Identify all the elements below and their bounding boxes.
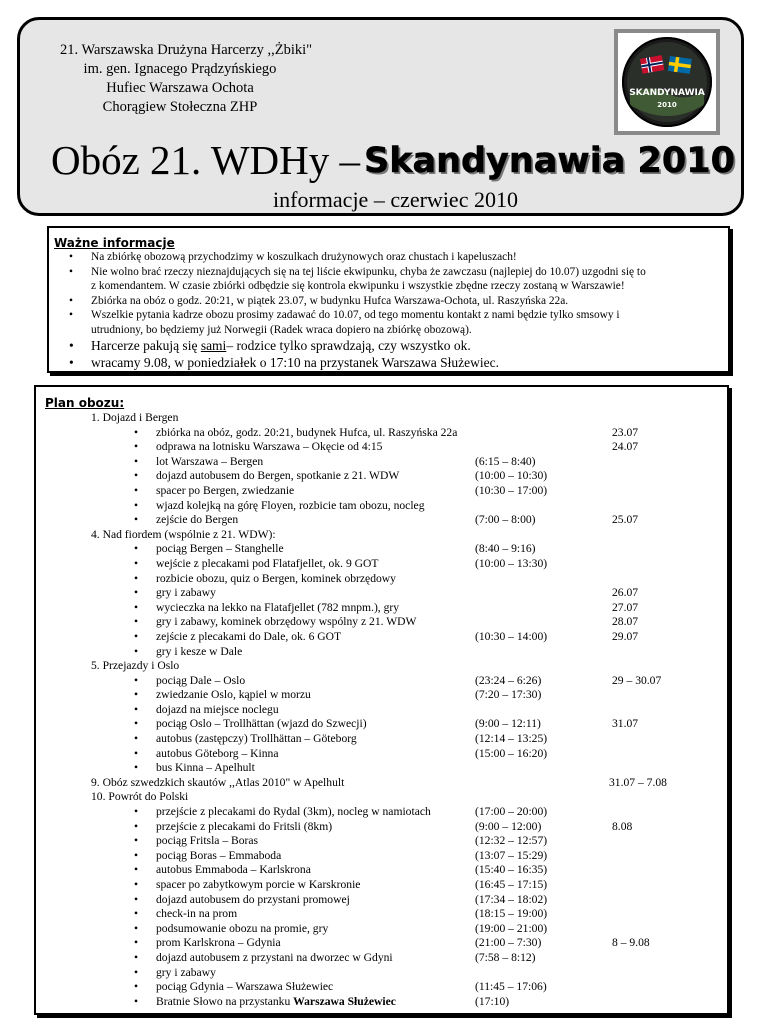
plan-item bbox=[36, 849, 727, 864]
plan-activity-text: pociąg Oslo – Trollhättan (wjazd do Szwecji) bbox=[156, 717, 367, 731]
important-info-box bbox=[47, 226, 730, 373]
plan-activity bbox=[156, 601, 399, 616]
page-title bbox=[51, 136, 735, 184]
plan-time: (12:32 – 12:57) bbox=[475, 834, 548, 848]
header-box bbox=[17, 17, 744, 216]
plan-activity bbox=[156, 572, 396, 587]
bullet-icon: • bbox=[134, 717, 139, 731]
plan-section-title: 4. Nad fiordem (wspólnie z 21. WDW): bbox=[91, 527, 276, 541]
plan-activity bbox=[156, 513, 238, 528]
info-heading: Ważne informacje bbox=[54, 236, 175, 250]
plan-activity-text: pociąg Fritsla – Boras bbox=[156, 834, 259, 848]
plan-time: (7:00 – 8:00) bbox=[475, 513, 536, 527]
plan-item bbox=[36, 455, 727, 470]
title-prefix: Obóz 21. WDHy – bbox=[51, 137, 360, 183]
bullet-icon: • bbox=[134, 600, 139, 614]
plan-item bbox=[36, 834, 727, 849]
plan-time: (19:00 – 21:00) bbox=[475, 921, 548, 935]
bullet-icon: • bbox=[134, 556, 139, 570]
plan-time: (17:34 – 18:02) bbox=[475, 892, 548, 906]
plan-item bbox=[36, 645, 727, 660]
plan-item bbox=[36, 469, 727, 484]
bullet-icon: • bbox=[134, 425, 139, 439]
bullet-icon: • bbox=[134, 615, 139, 629]
info-line: z komendantem. W czasie zbiórki odbędzie się kontrola ekwipunku i wszystkie zbędne rzeczy zostaną w Warszawie! bbox=[91, 280, 625, 292]
plan-list bbox=[36, 411, 727, 1009]
plan-activity-text: spacer po Bergen, zwiedzanie bbox=[156, 483, 295, 497]
plan-time: (15:00 – 16:20) bbox=[475, 746, 548, 760]
org-line: Hufiec Warszawa Ochota bbox=[106, 80, 254, 96]
plan-item bbox=[36, 703, 727, 718]
org-line: im. gen. Ignacego Prądzyńskiego bbox=[83, 61, 277, 77]
bullet-icon: • bbox=[134, 834, 139, 848]
plan-activity-bold: Warszawa Służewiec bbox=[293, 994, 396, 1008]
bullet-icon: • bbox=[134, 629, 139, 643]
bullet-icon: • bbox=[134, 819, 139, 833]
plan-item bbox=[36, 426, 727, 441]
plan-activity bbox=[156, 805, 431, 820]
info-item bbox=[91, 354, 726, 371]
plan-activity-text: gry i zabawy, kominek obrzędowy wspólny z 21. WDW bbox=[156, 615, 417, 629]
plan-section bbox=[36, 659, 727, 674]
plan-activity-text: pociąg Bergen – Stanghelle bbox=[156, 542, 284, 556]
plan-activity-text: pociąg Boras – Emmaboda bbox=[156, 848, 282, 862]
plan-activity-text: wycieczka na lekko na Flatafjellet (782 mnpm.), gry bbox=[156, 600, 400, 614]
plan-activity bbox=[156, 936, 281, 951]
plan-activity bbox=[156, 907, 237, 922]
plan-item bbox=[36, 572, 727, 587]
plan-activity bbox=[156, 645, 242, 660]
bullet-icon: • bbox=[134, 761, 139, 775]
plan-activity-text: dojazd autobusem do przystani promowej bbox=[156, 892, 350, 906]
plan-activity-text: spacer po zabytkowym porcie w Karskronie bbox=[156, 878, 361, 891]
info-list bbox=[91, 250, 726, 371]
bullet-icon: • bbox=[134, 907, 139, 921]
plan-activity-text: bus Kinna – Apelhult bbox=[156, 761, 255, 775]
organization-block bbox=[60, 41, 313, 117]
plan-time: (13:07 – 15:29) bbox=[475, 848, 548, 862]
plan-activity bbox=[156, 863, 311, 878]
plan-section-title: 1. Dojazd i Bergen bbox=[91, 411, 179, 424]
info-text: – rodzice tylko sprawdzają, czy wszystko ok. bbox=[226, 338, 471, 353]
bullet-icon: • bbox=[134, 848, 139, 862]
plan-item bbox=[36, 615, 727, 630]
plan-activity bbox=[156, 674, 245, 689]
plan-time: (16:45 – 17:15) bbox=[475, 878, 548, 891]
plan-item bbox=[36, 936, 727, 951]
plan-item bbox=[36, 717, 727, 732]
plan-heading: Plan obozu: bbox=[45, 396, 125, 410]
plan-activity bbox=[156, 542, 284, 557]
plan-item bbox=[36, 542, 727, 557]
plan-date: 23.07 bbox=[612, 425, 639, 439]
plan-activity-text: zejście do Bergen bbox=[156, 513, 239, 527]
plan-activity-text: przejście z plecakami do Rydal (3km), nocleg w namiotach bbox=[156, 805, 431, 819]
bullet-icon: • bbox=[134, 586, 139, 600]
plan-date: 8 – 9.08 bbox=[612, 936, 650, 950]
bullet-icon: • bbox=[134, 994, 139, 1008]
plan-item bbox=[36, 820, 727, 835]
info-underlined: sami bbox=[200, 338, 227, 353]
plan-item bbox=[36, 922, 727, 937]
info-text: Harcerze pakują się bbox=[91, 338, 201, 353]
plan-activity bbox=[156, 732, 357, 747]
plan-activity-text: lot Warszawa – Bergen bbox=[156, 454, 264, 468]
bullet-icon: • bbox=[134, 702, 139, 716]
plan-section-title: 10. Powrót do Polski bbox=[91, 790, 189, 804]
plan-activity bbox=[156, 586, 216, 601]
plan-item bbox=[36, 863, 727, 878]
plan-time: (9:00 – 12:11) bbox=[475, 717, 541, 731]
plan-activity bbox=[156, 426, 457, 441]
plan-activity bbox=[156, 834, 258, 849]
plan-activity-text: podsumowanie obozu na promie, gry bbox=[156, 921, 329, 935]
plan-activity bbox=[156, 455, 263, 470]
plan-activity-text: pociąg Gdynia – Warszawa Służewiec bbox=[156, 980, 334, 994]
plan-time: (17:10) bbox=[475, 994, 510, 1008]
plan-activity-text: odprawa na lotnisku Warszawa – Okęcie od 4:15 bbox=[156, 440, 383, 454]
plan-date: 26.07 bbox=[612, 586, 639, 600]
info-line: Wszelkie pytania kadrze obozu prosimy zadawać do 10.07, od tego momentu kontakt z nami będzie tylko smsowy i bbox=[91, 309, 620, 321]
plan-item bbox=[36, 440, 727, 455]
bullet-icon: • bbox=[134, 440, 139, 454]
plan-activity bbox=[156, 747, 278, 762]
info-line: Zbiórka na obóz o godz. 20:21, w piątek 23.07, w budynku Hufca Warszawa-Ochota, ul. Raszyńska 22a. bbox=[91, 294, 569, 307]
plan-item bbox=[36, 601, 727, 616]
title-skandynawia: Skandynawia 2010 bbox=[363, 141, 735, 181]
plan-activity-text: Bratnie Słowo na przystanku bbox=[156, 994, 294, 1008]
plan-date: 25.07 bbox=[612, 513, 639, 527]
plan-activity bbox=[156, 893, 350, 908]
plan-time: (9:00 – 12:00) bbox=[475, 819, 542, 833]
bullet-icon: • bbox=[134, 965, 139, 979]
plan-activity bbox=[156, 878, 360, 893]
plan-section bbox=[36, 528, 727, 543]
plan-item bbox=[36, 995, 727, 1010]
plan-date: 24.07 bbox=[612, 440, 639, 454]
bullet-icon: • bbox=[134, 921, 139, 935]
plan-date: 27.07 bbox=[612, 600, 639, 614]
plan-time: (17:00 – 20:00) bbox=[475, 805, 548, 819]
plan-item bbox=[36, 980, 727, 995]
info-item bbox=[91, 265, 726, 294]
bullet-icon: • bbox=[134, 498, 139, 512]
info-item bbox=[91, 308, 726, 337]
plan-time: (15:40 – 16:35) bbox=[475, 863, 548, 877]
bullet-icon: • bbox=[134, 483, 139, 497]
plan-item bbox=[36, 688, 727, 703]
plan-activity bbox=[156, 951, 393, 966]
plan-activity bbox=[156, 703, 279, 718]
plan-section bbox=[36, 776, 727, 791]
plan-activity bbox=[156, 980, 333, 995]
bullet-icon: • bbox=[134, 644, 139, 658]
plan-activity-text: check-in na prom bbox=[156, 907, 238, 921]
plan-activity bbox=[156, 615, 416, 630]
plan-activity-text: pociąg Dale – Oslo bbox=[156, 673, 246, 687]
plan-activity bbox=[156, 557, 378, 572]
plan-activity-text: gry i kesze w Dale bbox=[156, 644, 243, 658]
plan-activity bbox=[156, 966, 216, 981]
plan-time: (8:40 – 9:16) bbox=[475, 542, 536, 556]
plan-item bbox=[36, 878, 727, 893]
plan-item bbox=[36, 674, 727, 689]
subtitle: informacje – czerwiec 2010 bbox=[273, 187, 518, 212]
bullet-icon: • bbox=[134, 542, 139, 556]
plan-activity-text: wejście z plecakami pod Flatafjellet, ok. 9 GOT bbox=[156, 556, 379, 570]
info-item bbox=[91, 337, 726, 354]
bullet-icon: • bbox=[134, 732, 139, 746]
plan-activity bbox=[156, 440, 382, 455]
info-line: Na zbiórkę obozową przychodzimy w koszulkach drużynowych oraz chustach i kapeluszach! bbox=[91, 251, 517, 263]
plan-time: (21:00 – 7:30) bbox=[475, 936, 542, 950]
plan-item bbox=[36, 630, 727, 645]
bullet-icon: • bbox=[134, 454, 139, 468]
bullet-icon: • bbox=[134, 936, 139, 950]
plan-time: (10:00 – 13:30) bbox=[475, 556, 548, 570]
plan-date: 31.07 – 7.08 bbox=[609, 775, 667, 789]
plan-section bbox=[36, 790, 727, 805]
camp-logo bbox=[614, 29, 720, 135]
plan-activity-text: autobus (zastępczy) Trollhättan – Göteborg bbox=[156, 732, 357, 746]
plan-item bbox=[36, 805, 727, 820]
info-line: Nie wolno brać rzeczy nieznajdujących się na tej liście ekwipunku, chyba że zawczasu (najlepiej do 10.07) uzgodni się to bbox=[91, 265, 646, 278]
plan-activity bbox=[156, 922, 328, 937]
plan-activity-text: autobus Göteborg – Kinna bbox=[156, 746, 279, 760]
bullet-icon: • bbox=[134, 688, 139, 702]
plan-time: (10:30 – 14:00) bbox=[475, 629, 548, 643]
plan-activity-text: zejście z plecakami do Dale, ok. 6 GOT bbox=[156, 629, 342, 643]
plan-activity-text: prom Karlskrona – Gdynia bbox=[156, 936, 281, 950]
info-line: wracamy 9.08, w poniedziałek o 17:10 na przystanek Warszawa Służewiec. bbox=[91, 355, 500, 370]
plan-activity bbox=[156, 761, 255, 776]
plan-activity-text: przejście z plecakami do Fritsli (8km) bbox=[156, 819, 333, 833]
info-line: utrudniony, bo będziemy już Norwegii (Radek wraca dopiero na zbiórkę obozową). bbox=[91, 323, 472, 336]
plan-activity-text: dojazd autobusem z przystani na dworzec w Gdyni bbox=[156, 950, 393, 964]
plan-activity-text: dojazd na miejsce noclegu bbox=[156, 702, 279, 716]
plan-item bbox=[36, 761, 727, 776]
plan-activity-text: zwiedzanie Oslo, kąpiel w morzu bbox=[156, 688, 311, 702]
plan-section-title: 9. Obóz szwedzkich skautów ,,Atlas 2010" w Apelhult bbox=[91, 775, 345, 789]
bullet-icon: • bbox=[134, 878, 139, 891]
plan-activity bbox=[156, 469, 399, 484]
plan-activity-text: zbiórka na obóz, godz. 20:21, budynek Hufca, ul. Raszyńska 22a bbox=[156, 425, 458, 439]
plan-time: (23:24 – 6:26) bbox=[475, 673, 542, 687]
bullet-icon: • bbox=[134, 950, 139, 964]
plan-activity-text: wjazd kolejką na górę Floyen, rozbicie tam obozu, nocleg bbox=[156, 498, 425, 512]
plan-time: (11:45 – 17:06) bbox=[475, 980, 547, 994]
plan-item bbox=[36, 732, 727, 747]
bullet-icon: • bbox=[134, 673, 139, 687]
bullet-icon: • bbox=[134, 571, 139, 585]
plan-activity bbox=[156, 820, 332, 835]
plan-time: (7:58 – 8:12) bbox=[475, 950, 536, 964]
bullet-icon: • bbox=[134, 805, 139, 819]
plan-activity bbox=[156, 688, 311, 703]
plan-item bbox=[36, 499, 727, 514]
plan-time: (10:00 – 10:30) bbox=[475, 469, 548, 483]
plan-activity-text: dojazd autobusem do Bergen, spotkanie z 21. WDW bbox=[156, 469, 400, 483]
plan-item bbox=[36, 586, 727, 601]
plan-date: 28.07 bbox=[612, 615, 639, 629]
plan-item bbox=[36, 557, 727, 572]
plan-date: 31.07 bbox=[612, 717, 639, 731]
plan-item bbox=[36, 513, 727, 528]
info-item bbox=[91, 294, 726, 309]
plan-activity bbox=[156, 849, 281, 864]
plan-activity-text: gry i zabawy bbox=[156, 586, 216, 600]
bullet-icon: • bbox=[134, 863, 139, 877]
plan-time: (7:20 – 17:30) bbox=[475, 688, 542, 702]
plan-activity bbox=[156, 484, 294, 499]
plan-date: 29.07 bbox=[612, 629, 639, 643]
plan-date: 8.08 bbox=[612, 819, 633, 833]
bullet-icon: • bbox=[134, 469, 139, 483]
plan-item bbox=[36, 747, 727, 762]
plan-item bbox=[36, 951, 727, 966]
logo-title: SKANDYNAWIA bbox=[629, 88, 705, 98]
plan-activity bbox=[156, 717, 367, 732]
plan-time: (10:30 – 17:00) bbox=[475, 483, 548, 497]
bullet-icon: • bbox=[134, 513, 139, 527]
plan-time: (6:15 – 8:40) bbox=[475, 454, 536, 468]
plan-item bbox=[36, 907, 727, 922]
plan-section bbox=[36, 411, 727, 426]
plan-time: (18:15 – 19:00) bbox=[475, 907, 548, 921]
logo-year: 2010 bbox=[657, 101, 677, 109]
camp-plan-box bbox=[34, 385, 729, 1015]
plan-date: 29 – 30.07 bbox=[612, 673, 662, 687]
plan-item bbox=[36, 893, 727, 908]
info-item bbox=[91, 250, 726, 265]
org-line: Chorągiew Stołeczna ZHP bbox=[102, 99, 258, 115]
plan-item bbox=[36, 966, 727, 981]
plan-activity bbox=[156, 630, 341, 645]
plan-activity-text: rozbicie obozu, quiz o Bergen, kominek obrzędowy bbox=[156, 571, 396, 585]
org-line: 21. Warszawska Drużyna Harcerzy ,,Żbiki" bbox=[60, 42, 313, 58]
plan-activity-text: gry i zabawy bbox=[156, 965, 216, 979]
plan-item bbox=[36, 484, 727, 499]
plan-time: (12:14 – 13:25) bbox=[475, 732, 548, 746]
plan-activity bbox=[156, 499, 425, 514]
bullet-icon: • bbox=[134, 892, 139, 906]
plan-activity bbox=[156, 995, 396, 1010]
plan-activity-text: autobus Emmaboda – Karlskrona bbox=[156, 863, 311, 877]
bullet-icon: • bbox=[134, 746, 139, 760]
plan-section-title: 5. Przejazdy i Oslo bbox=[91, 659, 180, 673]
camp-logo-emblem bbox=[620, 35, 714, 129]
bullet-icon: • bbox=[134, 980, 139, 994]
